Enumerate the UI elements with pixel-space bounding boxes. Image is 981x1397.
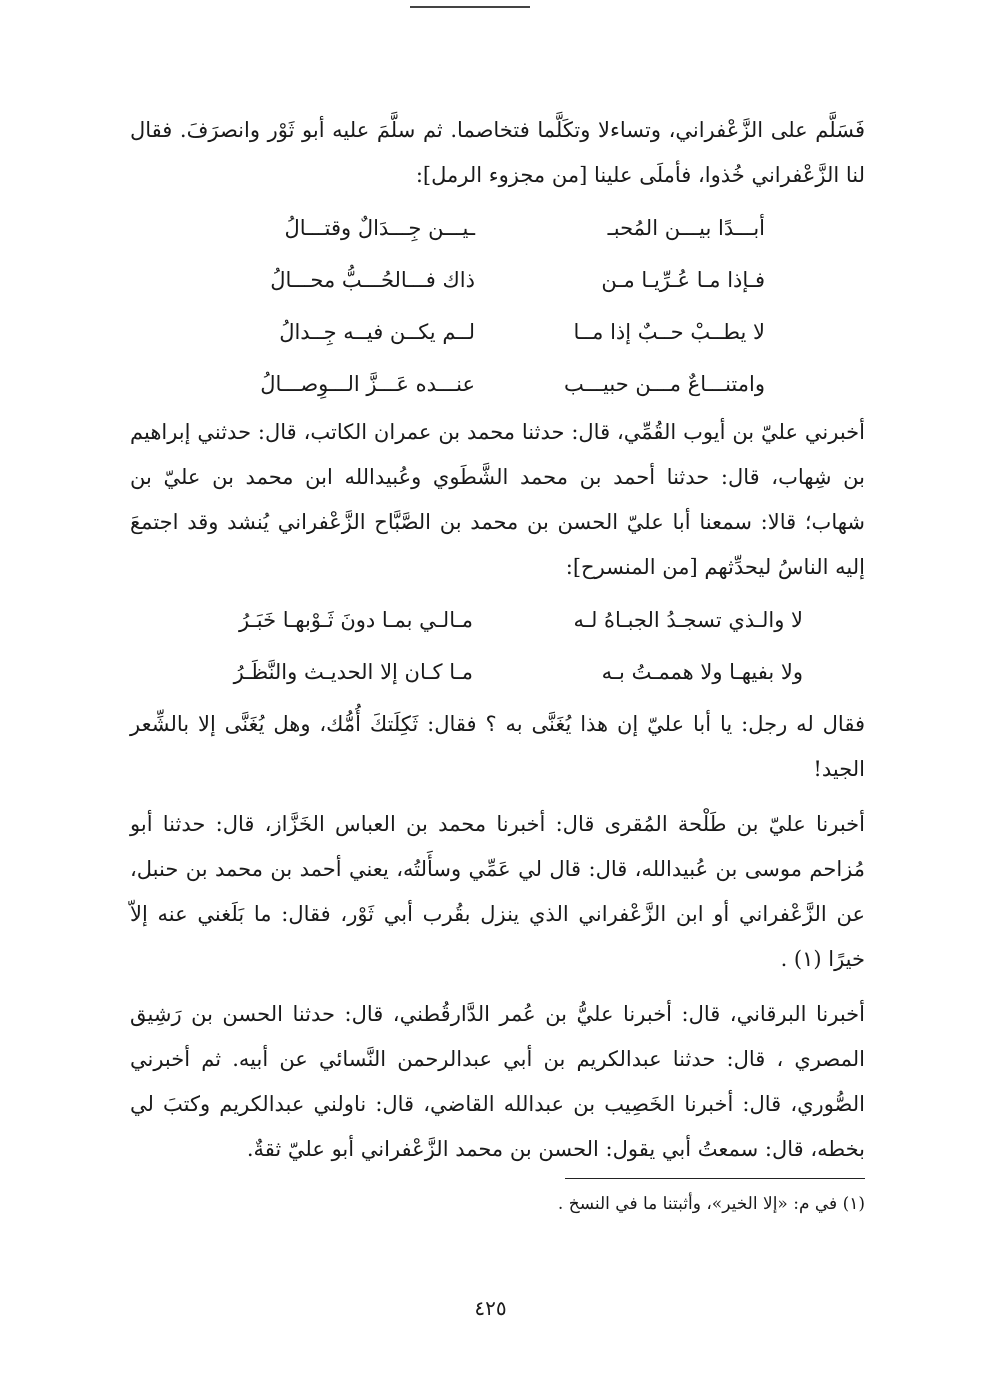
verse-line bbox=[130, 306, 865, 358]
verse-hemistich-second: مـا كـان إلا الحديـث والنَّظَـرُ bbox=[233, 660, 473, 684]
paragraph-text: أخبرني عليّ بن أيوب القُمِّي، قال: حدثنا محمد بن عمران الكاتب، قال: حدثني إبراهيم بن شِهاب، قال: حدثنا أحمد بن محمد الشَّطَوي وعُبيدالله ابن محمد بن عليّ بن شهاب؛ قالا: سمعنا أبا عليّ الحسن بن محمد بن الصَّبَّاح الزَّعْفراني يُنشد وقد اجتمعَ إليه الناسُ ليحدِّثهم [من المنسرح]: bbox=[130, 420, 865, 579]
verse-hemistich-second: عنـــده عَـــزَّ الـــوِصـــالُ bbox=[260, 372, 475, 396]
verse-hemistich-first: لا والـذي تسجـدُ الجبـاهُ لـه bbox=[573, 608, 803, 632]
paragraph-5 bbox=[130, 992, 865, 1172]
poem-al-munsarih bbox=[130, 594, 865, 698]
verse-line bbox=[130, 594, 865, 646]
verse-line bbox=[130, 254, 865, 306]
verse-hemistich-first: فـإذا مـا عُـرِّيـا مـن bbox=[601, 268, 765, 292]
top-decorative-rule bbox=[410, 6, 530, 8]
verse-hemistich-first: لا يطــبْ حــبٌ إذا مــا bbox=[573, 320, 765, 344]
verse-line bbox=[130, 358, 865, 410]
verse-line bbox=[130, 202, 865, 254]
verse-hemistich-second: ذاك فـــالحُـــبُّ محـــالُ bbox=[270, 268, 475, 292]
verse-hemistich-second: ـيـــن جِـــدَالٌ وقتـــالُ bbox=[284, 216, 475, 240]
paragraph-text: فَسَلَّم على الزَّعْفراني، وتساءلا وتكَلَّما فتخاصما. ثم سلَّمَ عليه أبو ثَوْر وانصرَفَ. فقال لنا الزَّعْفراني خُذوا، فأملَى علينا [من مجزوء الرمل]: bbox=[130, 118, 865, 187]
verse-hemistich-first: وامتنـــاعٌ مـــن حبيـــب bbox=[563, 372, 765, 396]
verse-hemistich-second: لــم يكــن فيــه جِــدالُ bbox=[279, 320, 475, 344]
paragraph-4 bbox=[130, 802, 865, 982]
paragraph-text: أخبرنا عليّ بن طَلْحة المُقرى قال: أخبرنا محمد بن العباس الخَزَّاز، قال: حدثنا أبو مُزاحم موسى بن عُبيدالله، قال: قال لي عَمِّي وسأَلتُه، يعني أحمد بن محمد بن حنبل، عن الزَّعْفراني أو ابن الزَّعْفراني الذي ينزل بقُرب أبي ثَوْر، فقال: ما بَلَغني عنه إلاّ خيرًا (١) . bbox=[130, 812, 865, 971]
paragraph-text: فقال له رجل: يا أبا عليّ إن هذا يُغَنَّى به ؟ فقال: ثَكِلَتكَ أُمُّك، وهل يُغَنَّى إلا بالشِّعر الجيد! bbox=[130, 712, 865, 781]
verse-line bbox=[130, 646, 865, 698]
paragraph-1 bbox=[130, 108, 865, 198]
paragraph-2 bbox=[130, 410, 865, 590]
verse-hemistich-first: ولا بفيهـا ولا هممـتُ بـه bbox=[601, 660, 803, 684]
footnote: (١) في م: «إلا الخير»، وأثبتنا ما في النسخ . bbox=[557, 1194, 865, 1214]
page-body bbox=[130, 108, 865, 1219]
verse-hemistich-second: مـالـي بمـا دونَ ثَـوْبهـا خَبَـرُ bbox=[239, 608, 473, 632]
page-number: ٤٢٥ bbox=[474, 1296, 507, 1320]
paragraph-text: أخبرنا البرقاني، قال: أخبرنا عليُّ بن عُمر الدَّارقُطني، قال: حدثنا الحسن بن رَشِيق المصري ، قال: حدثنا عبدالكريم بن أبي عبدالرحمن النَّسائي عن أبيه. ثم أخبرني الصُّوري، قال: أخبرنا الخَصِيب بن عبدالله القاضي، قال: ناولني عبدالكريم وكتبَ لي بخطه، قال: سمعتُ أبي يقول: الحسن بن محمد الزَّعْفراني أبو عليّ ثقةٌ. bbox=[130, 1002, 865, 1161]
poem-majzu-al-ramal bbox=[130, 202, 865, 410]
footnote-separator bbox=[565, 1178, 865, 1179]
paragraph-3 bbox=[130, 702, 865, 792]
verse-hemistich-first: أبـــدًا بيـــن المُحبـ bbox=[607, 216, 765, 240]
